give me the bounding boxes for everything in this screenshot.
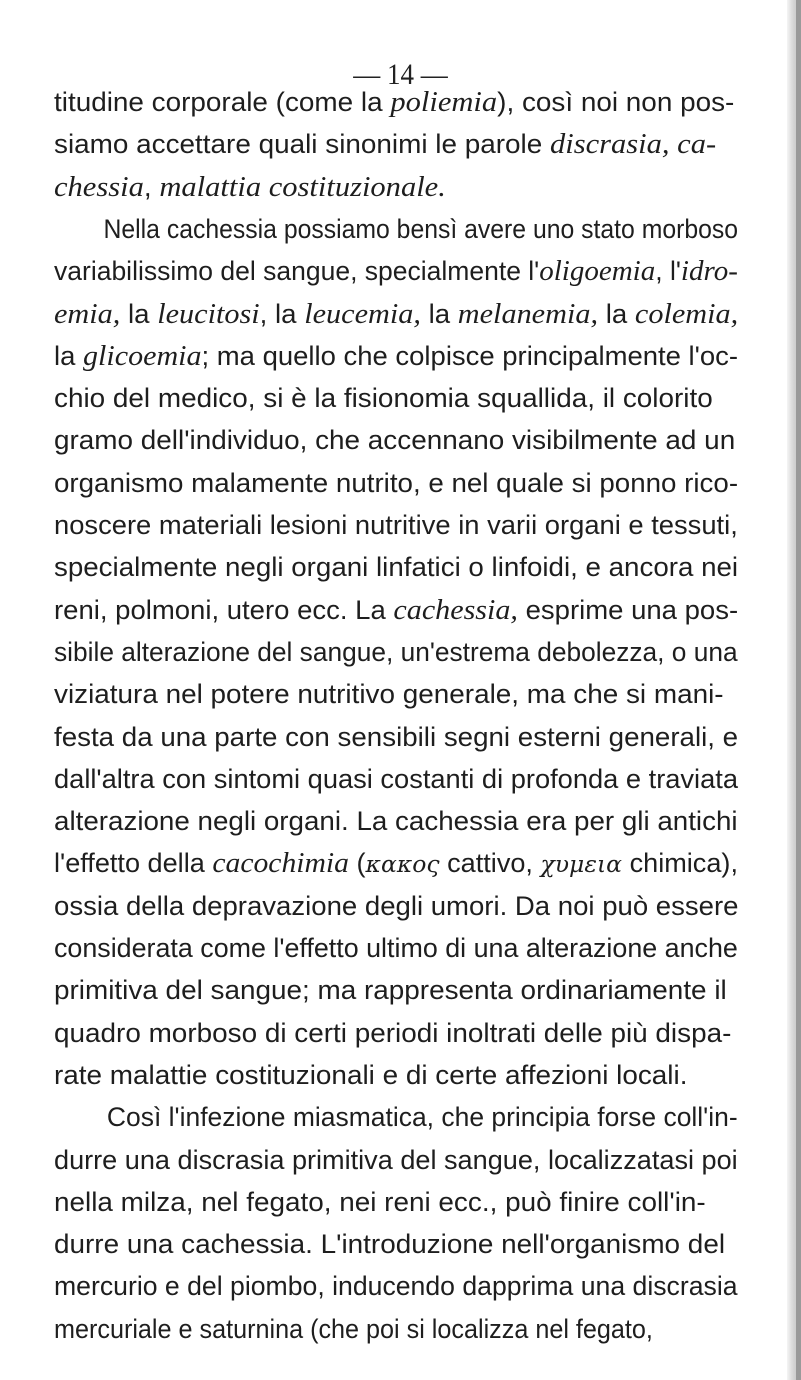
text-line: [54, 251, 738, 291]
text-line: [54, 378, 738, 418]
italic-term: poliemia: [390, 86, 498, 118]
text-line: [54, 336, 739, 376]
text-run: Così l'infezione miasmatica, che principia forse coll'in-: [54, 1102, 738, 1133]
text-line: [54, 674, 738, 714]
text-line: [54, 1097, 738, 1137]
text-line: [54, 547, 739, 587]
text-line: [54, 970, 738, 1010]
greek-term: χυμεια: [540, 852, 623, 879]
text-line: [54, 1266, 738, 1306]
text-run: durre una discrasia primitiva del sangue, localizzatasi poi: [54, 1144, 738, 1175]
text-line: [54, 759, 739, 799]
text-run: Nella cachessia possiamo bensì avere uno stato morboso: [54, 213, 739, 244]
text-line: [54, 124, 738, 164]
text-line: [54, 886, 739, 926]
italic-term: discrasia, ca-: [550, 128, 717, 161]
italic-term: leucemia,: [304, 297, 421, 330]
text-run: rate malattie costituzionali e di certe affezioni locali.: [54, 1059, 688, 1090]
text-line: [54, 1055, 738, 1095]
text-line: [54, 209, 739, 249]
text-run: cattivo,: [439, 848, 541, 879]
text-run: viziatura nel potere nutritivo generale, ma che si mani-: [54, 679, 724, 710]
text-run: noscere materiali lesioni nutritive in varii organi e tessuti,: [54, 510, 738, 540]
text-run: ; ma quello che colpisce principalmente l'oc-: [201, 340, 739, 371]
text-run: quadro morboso di certi periodi inoltrati delle più dispa-: [54, 1017, 732, 1048]
text-run: durre una cachessia. L'introduzione nell'organismo del: [54, 1229, 726, 1260]
italic-term: glicoemia: [83, 339, 202, 372]
text-run: l'effetto della: [54, 848, 213, 879]
text-run: , l': [655, 256, 681, 287]
text-line: [54, 590, 739, 630]
text-run: la: [54, 340, 84, 371]
text-line: [54, 294, 739, 334]
text-line: [54, 801, 738, 841]
italic-term: cacochimia: [212, 847, 349, 880]
italic-term: leucitosi: [157, 297, 260, 330]
text-run: chimica),: [622, 848, 738, 879]
text-run: primitiva del sangue; ma rappresenta ordinariamente il: [54, 975, 727, 1006]
text-run: ,: [143, 171, 160, 202]
italic-term: melanemia,: [457, 297, 599, 330]
text-run: mercuriale e saturnina (che poi si localizza nel fegato,: [54, 1313, 653, 1344]
text-run: esprime una pos-: [517, 594, 739, 625]
text-line: [54, 82, 738, 122]
text-line: [54, 463, 739, 503]
text-run: la: [120, 298, 158, 329]
text-run: organismo malamente nutrito, e nel quale si ponno rico-: [54, 467, 739, 498]
text-line: [54, 505, 738, 545]
text-line: [54, 632, 738, 672]
text-line: [54, 843, 738, 883]
text-line: [54, 1309, 672, 1349]
text-run: sibile alterazione del sangue, un'estrema debolezza, o una: [54, 636, 738, 667]
text-run: gramo dell'individuo, che accennano visibilmente ad un: [54, 425, 736, 456]
page-number: — 14 —: [353, 58, 448, 91]
text-line: [54, 1013, 738, 1053]
text-run: (: [348, 848, 366, 879]
italic-term: oligoemia: [539, 255, 656, 288]
italic-term: idro-: [680, 255, 738, 288]
text-line: [54, 1182, 738, 1222]
text-run: dall'altra con sintomi quasi costanti di profonda e traviata: [54, 763, 739, 794]
text-run: mercurio e del piombo, inducendo dapprima una discrasia: [54, 1271, 738, 1302]
text-run: nella milza, nel fegato, nei reni ecc., può finire coll'in-: [54, 1186, 706, 1217]
text-line: [54, 420, 738, 460]
text-run: titudine corporale (come la: [54, 87, 391, 117]
italic-term: colemia,: [634, 297, 739, 330]
text-line: [54, 167, 738, 207]
text-run: variabilissimo del sangue, specialmente l': [54, 256, 540, 287]
greek-term: κακος: [365, 852, 440, 879]
text-run: chio del medico, si è la fisionomia squallida, il colorito: [54, 383, 713, 414]
text-run: alterazione negli organi. La cachessia era per gli antichi: [54, 806, 738, 837]
text-run: reni, polmoni, utero ecc. La: [54, 594, 394, 625]
text-run: ossia della depravazione degli umori. Da noi può essere: [54, 890, 739, 921]
text-line: [54, 717, 739, 757]
italic-term: emia,: [54, 297, 121, 330]
text-run: considerata come l'effetto ultimo di una alterazione anche: [54, 933, 738, 963]
text-run: la: [598, 298, 635, 329]
text-run: la: [420, 298, 458, 329]
italic-term: chessia: [54, 170, 144, 203]
text-run: festa da una parte con sensibili segni esterni generali, e: [54, 721, 739, 752]
text-run: ), così noi non pos-: [497, 87, 735, 117]
text-run: , la: [259, 298, 305, 329]
page-edge-line: [796, 0, 801, 1380]
italic-term: cachessia,: [393, 593, 518, 626]
italic-term: malattia costituzionale.: [159, 170, 446, 203]
text-line: [54, 1140, 738, 1180]
text-run: siamo accettare quali sinonimi le parole: [54, 129, 551, 160]
text-line: [54, 928, 738, 968]
text-run: specialmente negli organi linfatici o linfoidi, e ancora nei: [54, 552, 739, 583]
text-line: [54, 1224, 738, 1264]
